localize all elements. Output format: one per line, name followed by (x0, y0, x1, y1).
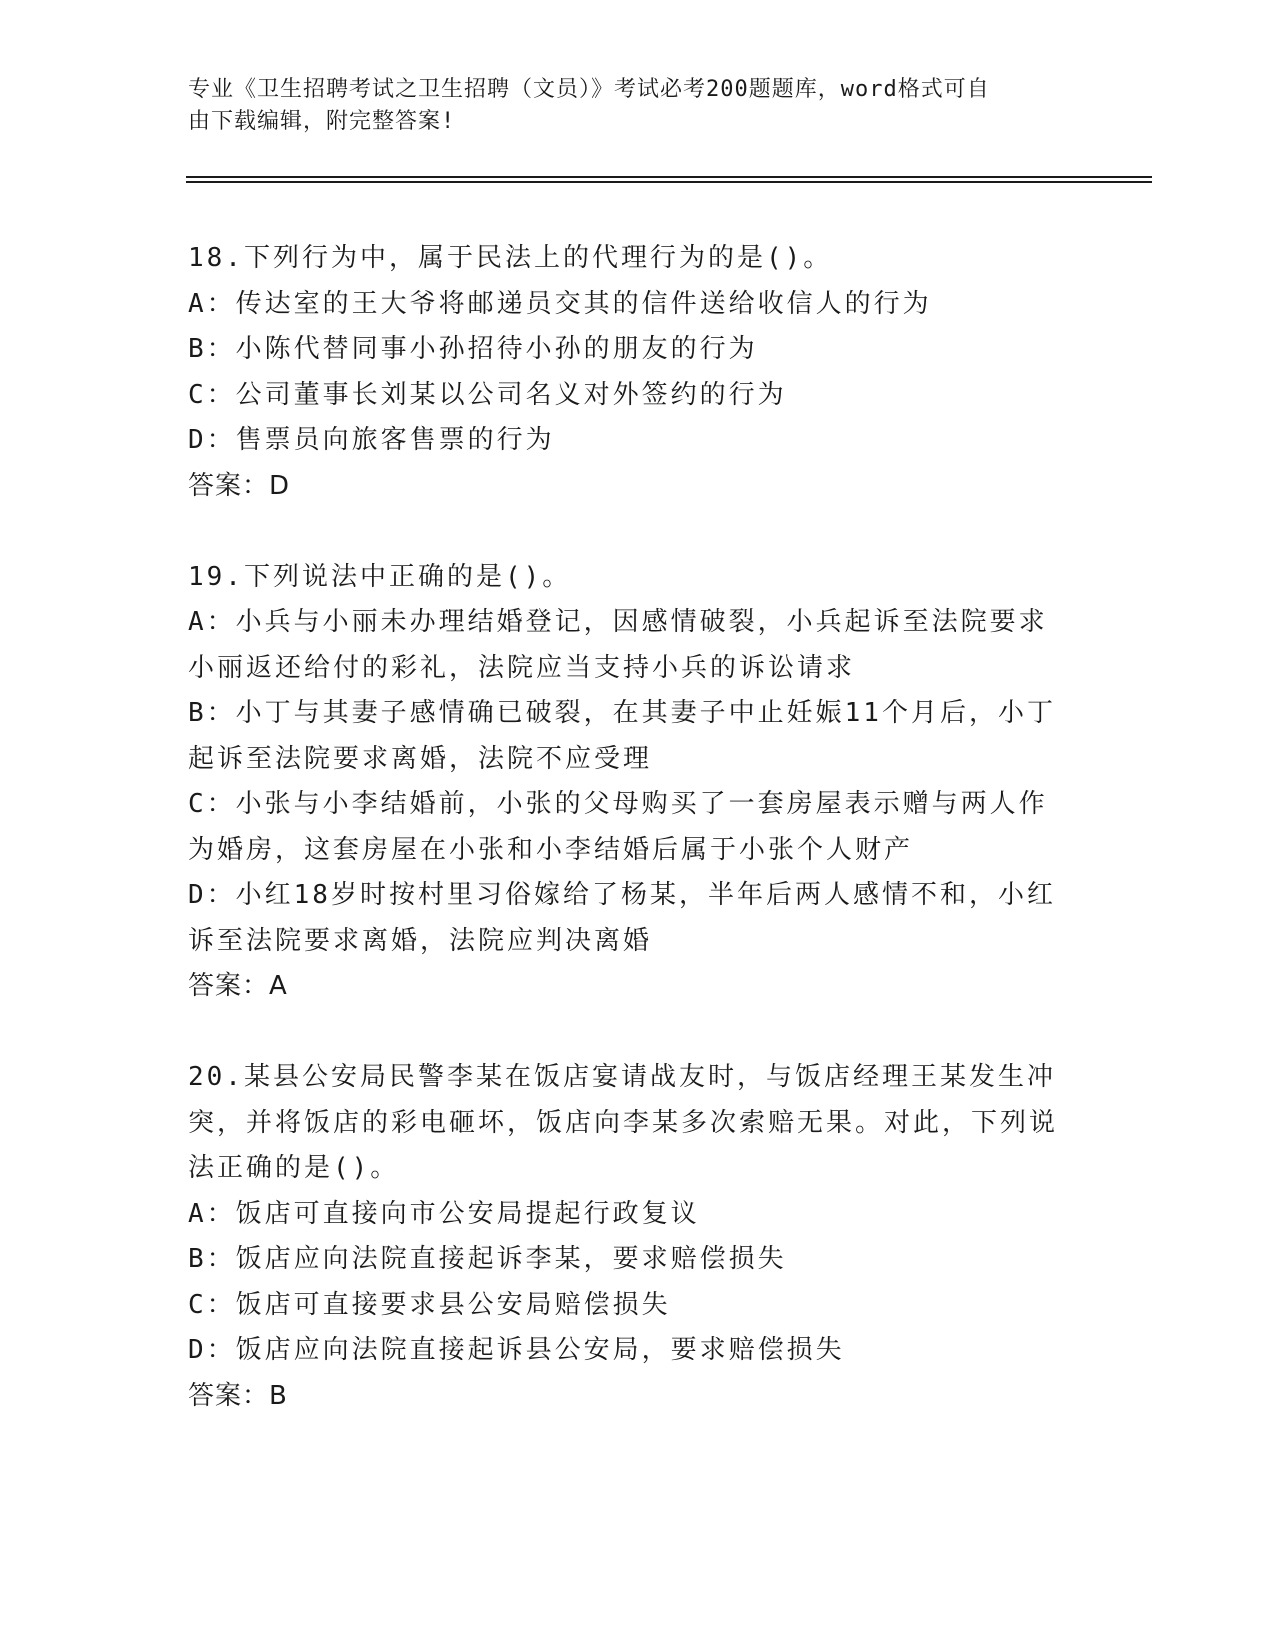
option-c: C：饭店可直接要求县公安局赔偿损失 (188, 1289, 671, 1320)
option-a: A：饭店可直接向市公安局提起行政复议 (188, 1198, 700, 1229)
question-stem: 19.下列说法中正确的是()。 (188, 561, 572, 592)
answer: 答案：A (188, 971, 288, 1001)
document-header (188, 74, 1068, 138)
answer: 答案：B (188, 1380, 288, 1411)
header-line-2: 由下载编辑，附完整答案! (188, 109, 456, 134)
answer: 答案：D (188, 470, 291, 501)
option-d: D：小红18岁时按村里习俗嫁给了杨某，半年后两人感情不和，小红诉至法院要求离婚，法院应判决离婚 (188, 880, 1056, 956)
option-d: D：售票员向旅客售票的行为 (188, 425, 555, 455)
header-divider-bottom (186, 181, 1152, 183)
question-stem: 18.下列行为中，属于民法上的代理行为的是()。 (188, 243, 833, 273)
option-b: B：小陈代替同事小孙招待小孙的朋友的行为 (188, 334, 758, 364)
header-divider-top (186, 176, 1152, 178)
option-b: B：小丁与其妻子感情确已破裂，在其妻子中止妊娠11个月后，小丁起诉至法院要求离婚，法院不应受理 (188, 698, 1056, 774)
question-18 (188, 236, 1068, 509)
option-a: A：小兵与小丽未办理结婚登记，因感情破裂，小兵起诉至法院要求小丽返还给付的彩礼，法院应当支持小兵的诉讼请求 (188, 607, 1048, 683)
option-b: B：饭店应向法院直接起诉李某，要求赔偿损失 (188, 1244, 787, 1274)
question-19 (188, 555, 1068, 1010)
option-a: A：传达室的王大爷将邮递员交其的信件送给收信人的行为 (188, 288, 932, 319)
option-c: C：小张与小李结婚前，小张的父母购买了一套房屋表示赠与两人作为婚房，这套房屋在小张和小李结婚后属于小张个人财产 (188, 789, 1048, 865)
option-d: D：饭店应向法院直接起诉县公安局，要求赔偿损失 (188, 1335, 845, 1365)
question-20 (188, 1055, 1068, 1419)
option-c: C：公司董事长刘某以公司名义对外签约的行为 (188, 379, 787, 410)
question-stem: 20.某县公安局民警李某在饭店宴请战友时，与饭店经理王某发生冲突，并将饭店的彩电砸坏，饭店向李某多次索赔无果。对此，下列说法正确的是()。 (188, 1062, 1059, 1183)
header-line-1: 专业《卫生招聘考试之卫生招聘（文员）》考试必考200题题库，word格式可自 (188, 77, 990, 102)
question-list (188, 236, 1068, 1465)
